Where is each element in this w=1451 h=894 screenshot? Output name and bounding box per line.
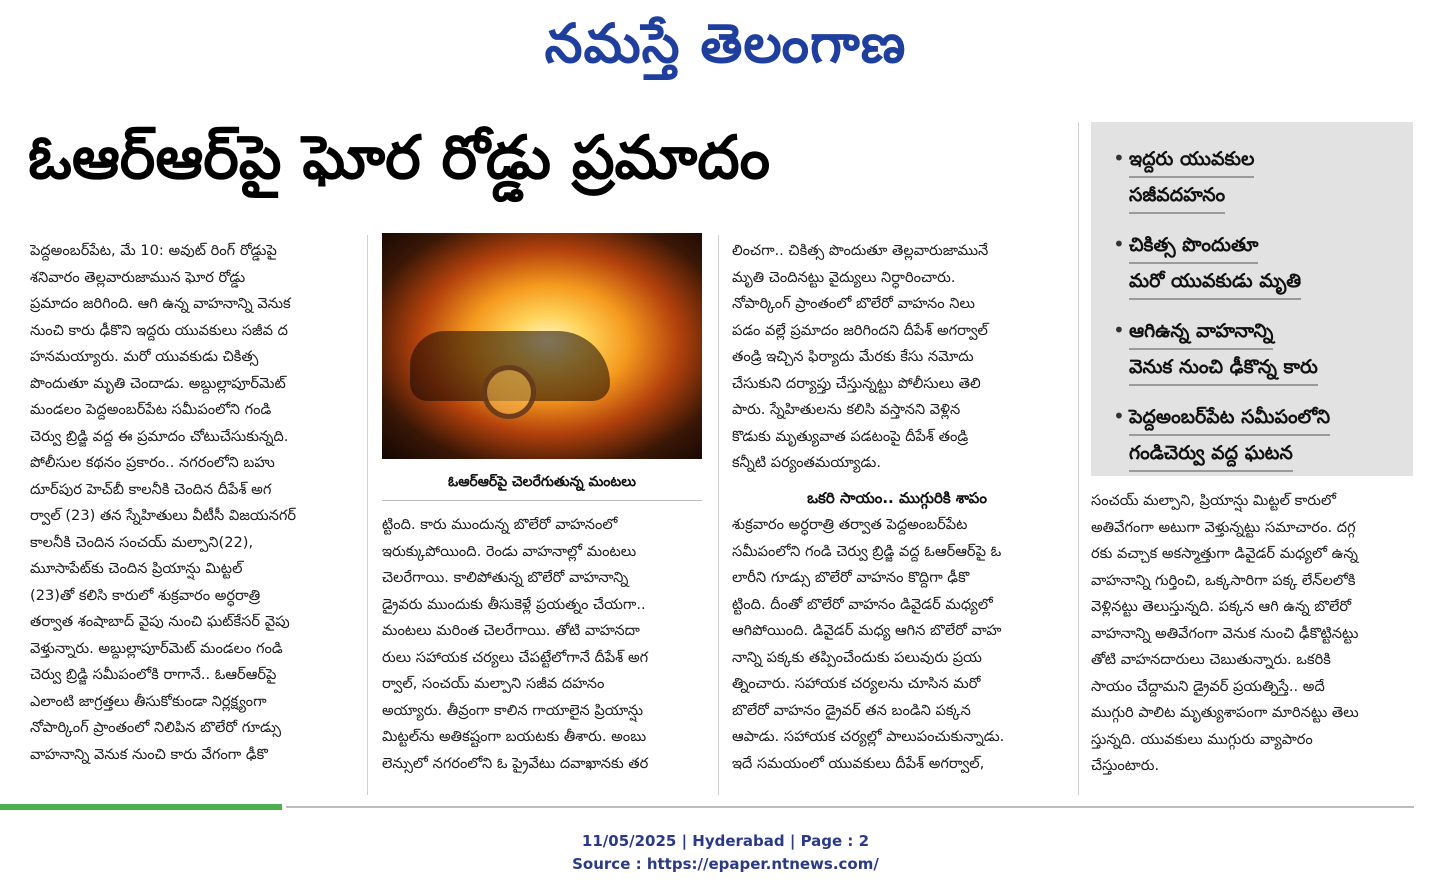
article-line: చెలరేగాయి. కాలిపోతున్న బొలేరో వాహనాన్ని: [382, 569, 629, 586]
article-line: ముగ్గురి పాలిట మృత్యుశాపంగా మారినట్టు తెలు: [1091, 704, 1359, 721]
column-divider: [1078, 122, 1079, 795]
highlight-item: [1113, 142, 1413, 214]
article-line: వాహనాన్ని వెనుక నుంచి కారు వేగంగా ఢీకొ: [30, 745, 268, 763]
bullet-icon: •: [1113, 318, 1125, 342]
article-line: చెర్వు బ్రిడ్జి సమీపంలోకి రాగానే.. ఓఆర్‌ఆర్‌పై: [30, 666, 277, 683]
article-line: హనమయ్యారు. మరో యువకుడు చికిత్స: [30, 348, 259, 365]
highlight-line: చికిత్స పొందుతూ: [1129, 228, 1258, 264]
article-line: ఇదే సమయంలో యువకులు దీపేశ్ అగర్వాల్,: [732, 754, 985, 772]
article-line: పెద్దఅంబర్‌పేట, మే 10: అవుట్ రింగ్ రోడ్డుపై: [30, 242, 277, 259]
highlight-item: [1113, 400, 1413, 472]
article-line: వెళ్తున్నారు. అబ్దుల్లాపూర్‌మెట్ మండలం గండి: [30, 639, 283, 657]
article-line: అయ్యారు. తీవ్రంగా కాలిన గాయాలైన ప్రియాన్షు: [382, 701, 644, 719]
article-line: పొందుతూ మృతి చెందాడు. అబ్దుల్లాపూర్‌మెట్: [30, 374, 286, 392]
highlight-line: ఇద్దరు యువకుల: [1129, 142, 1254, 178]
article-line: పోలీసుల కథనం ప్రకారం.. నగరంలోని బహు: [30, 454, 275, 471]
article-line: తోటి వాహనదారులు చెబుతున్నారు. ఒకరికి: [1091, 651, 1331, 668]
highlight-line: సజీవదహనం: [1129, 178, 1225, 214]
article-line: పడం వల్లే ప్రమాదం జరిగిందని దీపేశ్ అగర్వాల్: [732, 321, 988, 339]
article-line: కాలనీకి చెందిన సంచయ్ మల్పాని(22),: [30, 533, 254, 551]
bottom-rule: [286, 806, 1414, 808]
subheading: ఒకరి సాయం.. ముగ్గురికి శాపం: [807, 489, 987, 507]
article-line: సాయం చేద్దామని డ్రైవర్ ప్రయత్నిస్తే.. అదే: [1091, 677, 1325, 695]
highlight-line: పెద్దఅంబర్‌పేట సమీపంలోని: [1129, 400, 1330, 436]
article-line: ట్టింది. దీంతో బొలేరో వాహనం డివైడర్ మధ్యలో: [732, 595, 993, 613]
article-line: ఇరుక్కుపోయింది. రెండు వాహనాల్లో మంటలు: [382, 542, 637, 560]
article-line: తర్వాత శంషాబాద్ వైపు నుంచి ఘట్‌కేసర్ వైపు: [30, 613, 290, 630]
column-divider: [718, 235, 719, 795]
article-column-4: [1091, 488, 1416, 780]
headline: ఓఆర్‌ఆర్‌పై ఘోర రోడ్డు ప్రమాదం: [28, 123, 771, 193]
article-line: పారు. స్నేహితులను కలిసి వస్తానని వెళ్లిన: [732, 401, 961, 418]
bullet-icon: •: [1113, 232, 1125, 256]
article-column-3-top: [732, 238, 1065, 477]
article-line: చేసుకుని దర్యాప్తు చేస్తున్నట్టు పోలీసులు తెలి: [732, 374, 981, 392]
article-line: త్నించారు. సహాయక చర్యలను చూసిన మరో: [732, 675, 981, 692]
footer-source: Source : https://epaper.ntnews.com/: [572, 855, 879, 873]
highlight-line: వెనుక నుంచి ఢీకొన్న కారు: [1129, 350, 1318, 386]
article-column-1: [30, 238, 355, 768]
article-line: ప్రమాదం జరిగింది. ఆగి ఉన్న వాహనాన్ని వెనుక: [30, 295, 291, 312]
wheel-shape: [482, 365, 536, 419]
article-line: ర్వాల్, సంచయ్ మల్పాని సజీవ దహనం: [382, 675, 605, 692]
article-line: లించగా.. చికిత్స పొందుతూ తెల్లవారుజామునే: [732, 242, 989, 259]
highlights-box: [1091, 122, 1413, 476]
article-line: లారీని గూడ్సు బొలేరో వాహనం కొద్దిగా ఢీకొ: [732, 569, 970, 586]
article-line: ట్టింది. కారు ముందున్న బొలేరో వాహనంలో: [382, 516, 618, 533]
highlight-line: ఆగిఉన్న వాహనాన్ని: [1129, 314, 1273, 350]
article-line: డ్రైవరు ముందుకు తీసుకెళ్లే ప్రయత్నం చేయగా..: [382, 595, 646, 613]
bullet-icon: •: [1113, 404, 1125, 428]
article-line: లెన్సులో నగరంలోని ఓ ప్రైవేటు దవాఖానకు తర: [382, 754, 649, 772]
article-line: మృతి చెందినట్టు వైద్యులు నిర్ధారించారు.: [732, 268, 956, 286]
article-line: రులు సహాయక చర్యలు చేపట్టేలోగానే దీపేశ్ అగ: [382, 648, 649, 666]
highlight-item: [1113, 314, 1413, 386]
bullet-icon: •: [1113, 146, 1125, 170]
highlight-item: [1113, 228, 1413, 300]
photo-caption: ఓఆర్‌ఆర్‌పై చెలరేగుతున్న మంటలు: [382, 464, 702, 501]
article-line: సమీపంలోని గండి చెర్వు బ్రిడ్జి వద్ద ఓఆర్‌ఆర్‌పై ఓ: [732, 542, 1002, 560]
masthead-logo: నమస్తే తెలంగాణ: [544, 12, 907, 75]
article-line: వాహనాన్ని అతివేగంగా వెనుక నుంచి ఢీకొట్టినట్టు: [1091, 624, 1359, 642]
column-divider: [367, 235, 368, 795]
highlight-line: గండిచెర్వు వద్ద ఘటన: [1129, 436, 1293, 472]
highlights-list: [1091, 122, 1413, 472]
article-line: దూర్‌పుర హెచ్‌బీ కాలనీకి చెందిన దీపేశ్ అగ: [30, 480, 272, 498]
article-column-3-bottom: [732, 512, 1065, 777]
article-line: వెళ్లినట్టు తెలుస్తున్నది. పక్కన ఆగి ఉన్న బొలేరో: [1091, 598, 1352, 615]
article-line: మిట్టల్‌ను అతికష్టంగా బయటకు తీశారు. అంబు: [382, 728, 647, 745]
article-line: చేస్తుంటారు.: [1091, 757, 1160, 774]
article-line: శుక్రవారం అర్ధరాత్రి తర్వాత పెద్దఅంబర్‌పేట: [732, 516, 968, 533]
article-line: సంచయ్ మల్పాని, ప్రియాన్షు మిట్టల్ కారులో: [1091, 492, 1336, 509]
article-line: నుంచి కారు ఢీకొని ఇద్దరు యువకులు సజీవ ద: [30, 321, 288, 339]
article-line: నాన్ని పక్కకు తప్పించేందుకు పలువురు ప్రయ: [732, 648, 982, 666]
article-line: మూసాపేట్‌కు చెందిన ప్రియాన్షు మిట్టల్: [30, 560, 243, 577]
article-line: ర్వాల్ (23) తన స్నేహితులు వీటీసీ విజయనగర్: [30, 507, 297, 524]
article-line: నోపార్కింగ్ ప్రాంతంలో బొలేరో వాహనం నిలు: [732, 295, 975, 312]
article-line: మంటలు మరింత చెలరేగాయి. తోటి వాహనదా: [382, 622, 640, 639]
fire-photo: [382, 233, 702, 459]
article-line: స్తున్నది. యువకులు ముగ్గురు వ్యాపారం: [1091, 730, 1313, 748]
article-line: వాహనాన్ని గుర్తించి, ఒక్కసారిగా పక్క లేన్‌లలోకి: [1091, 571, 1356, 589]
article-line: రకు వచ్చాక అకస్మాత్తుగా డివైడర్ మధ్యలో ఉన్న: [1091, 545, 1358, 562]
article-column-2: [382, 512, 704, 777]
article-line: కొడుకు మృత్యువాత పడటంపై దీపేశ్ తండ్రి: [732, 427, 969, 445]
footer-date-page: 11/05/2025 | Hyderabad | Page : 2: [581, 832, 870, 850]
article-line: కన్నీటి పర్యంతమయ్యాడు.: [732, 454, 881, 471]
article-line: తండ్రి ఇచ్చిన ఫిర్యాదు మేరకు కేసు నమోదు: [732, 348, 974, 365]
highlight-line: మరో యువకుడు మృతి: [1129, 264, 1301, 300]
article-line: చెర్వు బ్రిడ్జి వద్ద ఈ ప్రమాదం చోటుచేసుకున్నది.: [30, 427, 289, 445]
article-line: అతివేగంగా అటుగా వెళ్తున్నట్టు సమాచారం. దగ్గ: [1091, 518, 1356, 536]
article-line: ఎలాంటి జాగ్రత్తలు తీసుకోకుండా నిర్లక్ష్యంగా: [30, 692, 267, 710]
article-line: ఆపాడు. సహాయక చర్యల్లో పాలుపంచుకున్నాడు.: [732, 728, 1005, 745]
article-line: నోపార్కింగ్ ప్రాంతంలో నిలిపిన బొలేరో గూడ్సు: [30, 719, 282, 736]
article-line: మండలం పెద్దఅంబర్‌పేట సమీపంలోని గండి: [30, 401, 272, 418]
accent-bar: [0, 804, 282, 810]
article-line: బొలేరో వాహనం డ్రైవర్ తన బండిని పక్కన: [732, 701, 971, 719]
article-line: శనివారం తెల్లవారుజామున ఘోర రోడ్డు: [30, 268, 246, 286]
article-line: ఆగిపోయింది. డివైడర్ మధ్య ఆగిన బొలేరో వాహ: [732, 622, 1002, 639]
article-line: (23)తో కలిసి కారులో శుక్రవారం అర్ధరాత్రి: [30, 586, 261, 604]
